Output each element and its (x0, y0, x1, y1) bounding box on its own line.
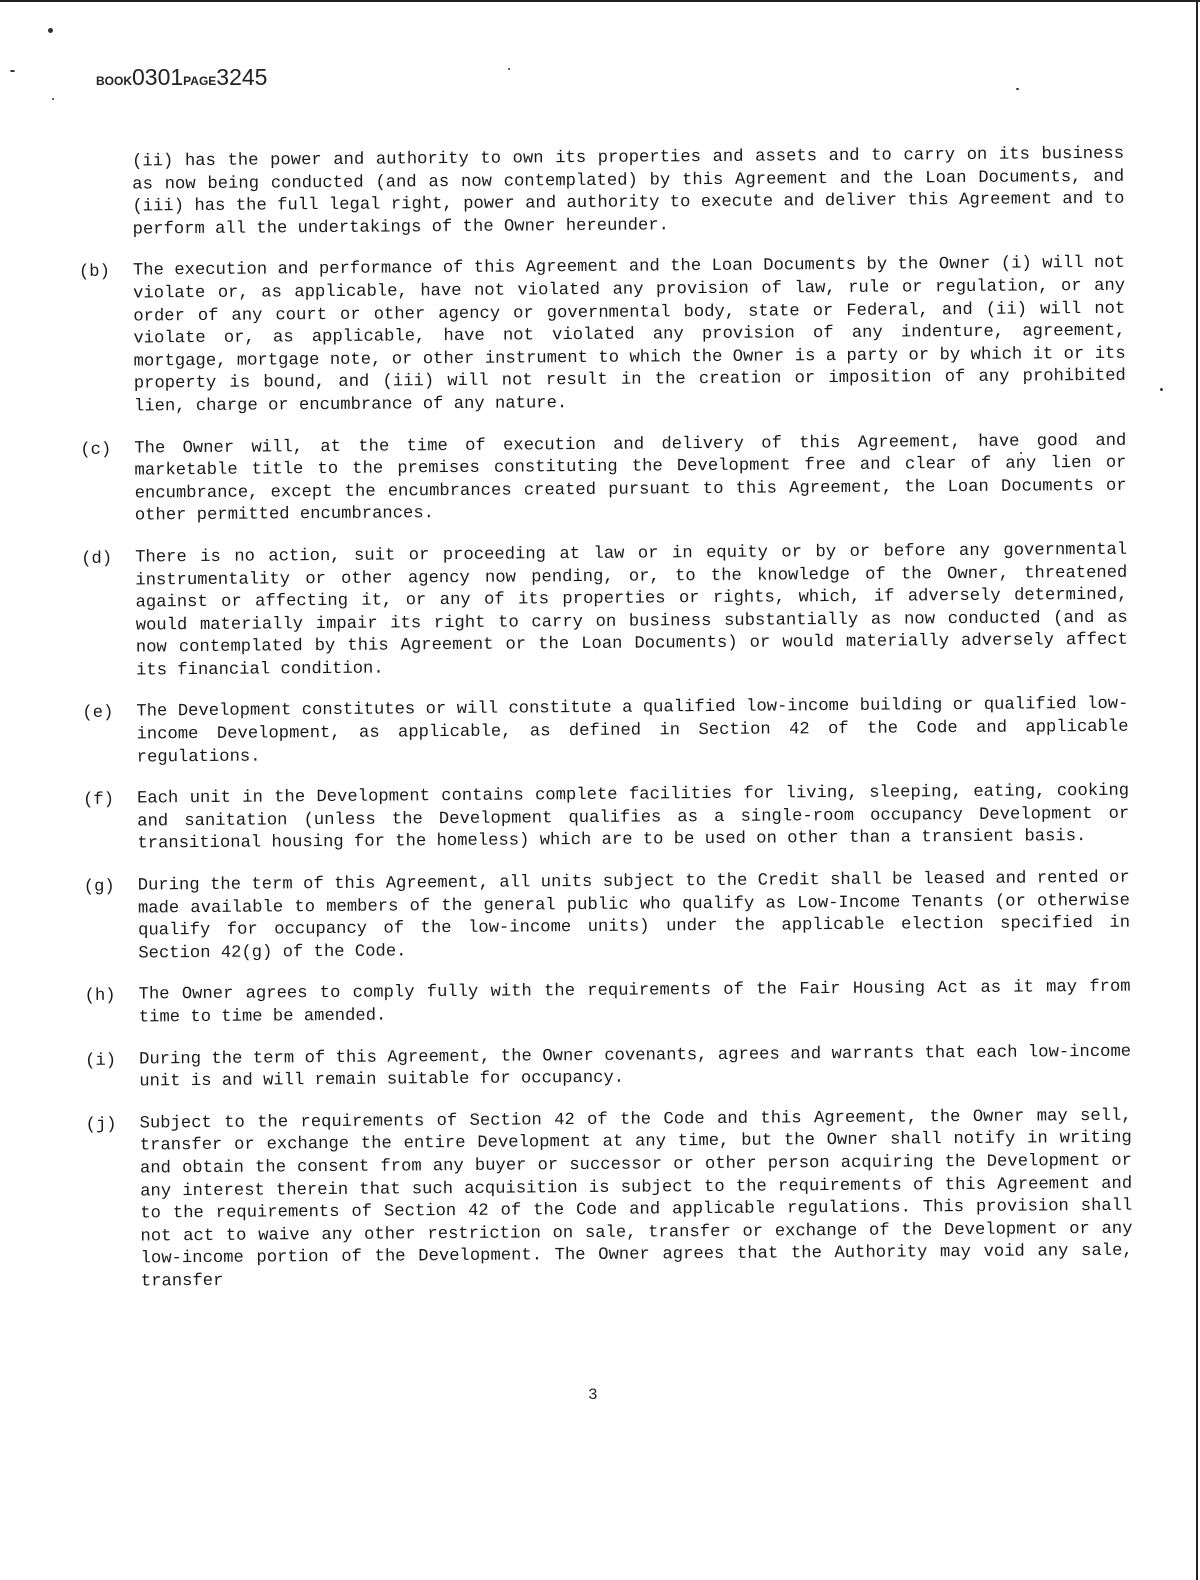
paragraph-text: During the term of this Agreement, all units subject to the Credit shall be leased and rented or made available to members of the general public who qualify as Low-Income Tenants (or otherwise qualify for occupancy of the low-income units) under the applicable election specified in Section 42(g) of the Code. (137, 868, 1131, 964)
paragraph-label: (d) (81, 549, 113, 569)
paragraph-f (79, 781, 1130, 857)
paragraph-label: (g) (83, 877, 115, 897)
paragraph-text: Each unit in the Development contains complete facilities for living, sleeping, eating, cooking and sanitation (unless the Development qualifies as a single-room occupancy Development or transitional housing for the homeless) which are to be used on other than a transient basis. (137, 781, 1130, 854)
scan-speck (508, 68, 510, 70)
paragraph-c (76, 430, 1127, 529)
paragraph-label: (h) (84, 987, 116, 1007)
paragraph-text: During the term of this Agreement, the Owner covenants, agrees and warrants that each low-income unit is and will remain suitable for occupancy. (139, 1042, 1132, 1092)
page-footer-number: 3 (588, 1386, 598, 1404)
page-label: PAGE (183, 74, 217, 88)
paragraph-label: (j) (85, 1115, 117, 1135)
book-number: 0301 (132, 64, 184, 90)
book-label: BOOK (96, 74, 132, 88)
scan-border-top (0, 0, 1200, 2)
paragraph-text: The Owner will, at the time of execution and delivery of this Agreement, have good and marketable title to the premises constituting the Development free and clear of any lien or encumbrance, except the encumbrances created pursuant to this Agreement, the Loan Documents or other permitted encumbrances. (134, 431, 1127, 526)
paragraph-text: The Development constitutes or will constitute a qualified low-income building or qualified low-income Development, as applicable, as defined in Section 42 of the Code and applicable regulations. (136, 695, 1129, 768)
scan-speck (48, 28, 53, 33)
paragraph-h (81, 977, 1131, 1030)
scan-speck (52, 98, 54, 100)
paragraph-g (80, 868, 1131, 967)
scan-border-right (1196, 0, 1198, 1580)
paragraph-text: There is no action, suit or proceeding at law or in equity or by or before any governmental instrumentality or other agency now pending, or, to the knowledge of the Owner, threatened against or affecting it, or any of its properties or rights, which, if adversely determined, would materially impair its right to carry on business substantially as now conducted (and as now contemplated by this Agreement or the Loan Documents) or would materially adversely affect its financial condition. (135, 540, 1128, 681)
paragraph-label: (b) (78, 263, 110, 283)
paragraph-j (82, 1106, 1133, 1295)
document-body (74, 144, 1133, 1314)
paragraph-i (81, 1041, 1131, 1094)
paragraph-a-continued (74, 144, 1125, 243)
recording-page-number: 3245 (216, 64, 268, 90)
book-page-reference (96, 64, 267, 91)
paragraph-e (78, 694, 1128, 770)
paragraph-label: (f) (83, 790, 115, 811)
paragraph-label: (e) (82, 704, 114, 724)
paragraph-text: The Owner agrees to comply fully with the requirements of the Fair Housing Act as it may from time to time be amended. (138, 978, 1131, 1028)
scan-speck (1016, 88, 1019, 90)
paragraph-text: The execution and performance of this Agreement and the Loan Documents by the Owner (i) will not violate or, as applicable, have not violated any provision of law, rule or regulation, or any order of any court or other agency or governmental body, state or Federal, and (ii) will not violate or, as applicable, have not violated any provision of any indenture, agreement, mortgage, mortgage note, or other instrument to which the Owner is a party or by which it or its property is bound, and (iii) will not result in the creation or imposition of any prohibited lien, charge or encumbrance of any nature. (132, 254, 1126, 417)
paragraph-d (77, 540, 1128, 684)
scan-speck (10, 70, 15, 72)
paragraph-label: (i) (85, 1051, 117, 1071)
paragraph-label: (c) (80, 440, 112, 460)
paragraph-text: (ii) has the power and authority to own its properties and assets and to carry on its business as now being conducted (and as now contemplated) by this Agreement and the Loan Documents, and (iii) has the full legal right, power and authority to execute and deliver this Agreement and to perform all the undertakings of the Owner hereunder. (132, 144, 1125, 240)
scan-speck (1160, 388, 1163, 391)
paragraph-b (75, 253, 1126, 419)
paragraph-text: Subject to the requirements of Section 42 of the Code and this Agreement, the Owner may sell, transfer or exchange the entire Development at any time, but the Owner shall notify in writing and obtain the consent from any buyer or successor or other person acquiring the Development or any interest therein that such acquisition is subject to the requirements of this Agreement and to the requirements of Section 42 of the Code and applicable regulations. This provision shall not act to waive any other restriction on sale, transfer or exchange of the Development or any low-income portion of the Development. The Owner agrees that the Authority may void any sale, transfer (139, 1106, 1133, 1292)
